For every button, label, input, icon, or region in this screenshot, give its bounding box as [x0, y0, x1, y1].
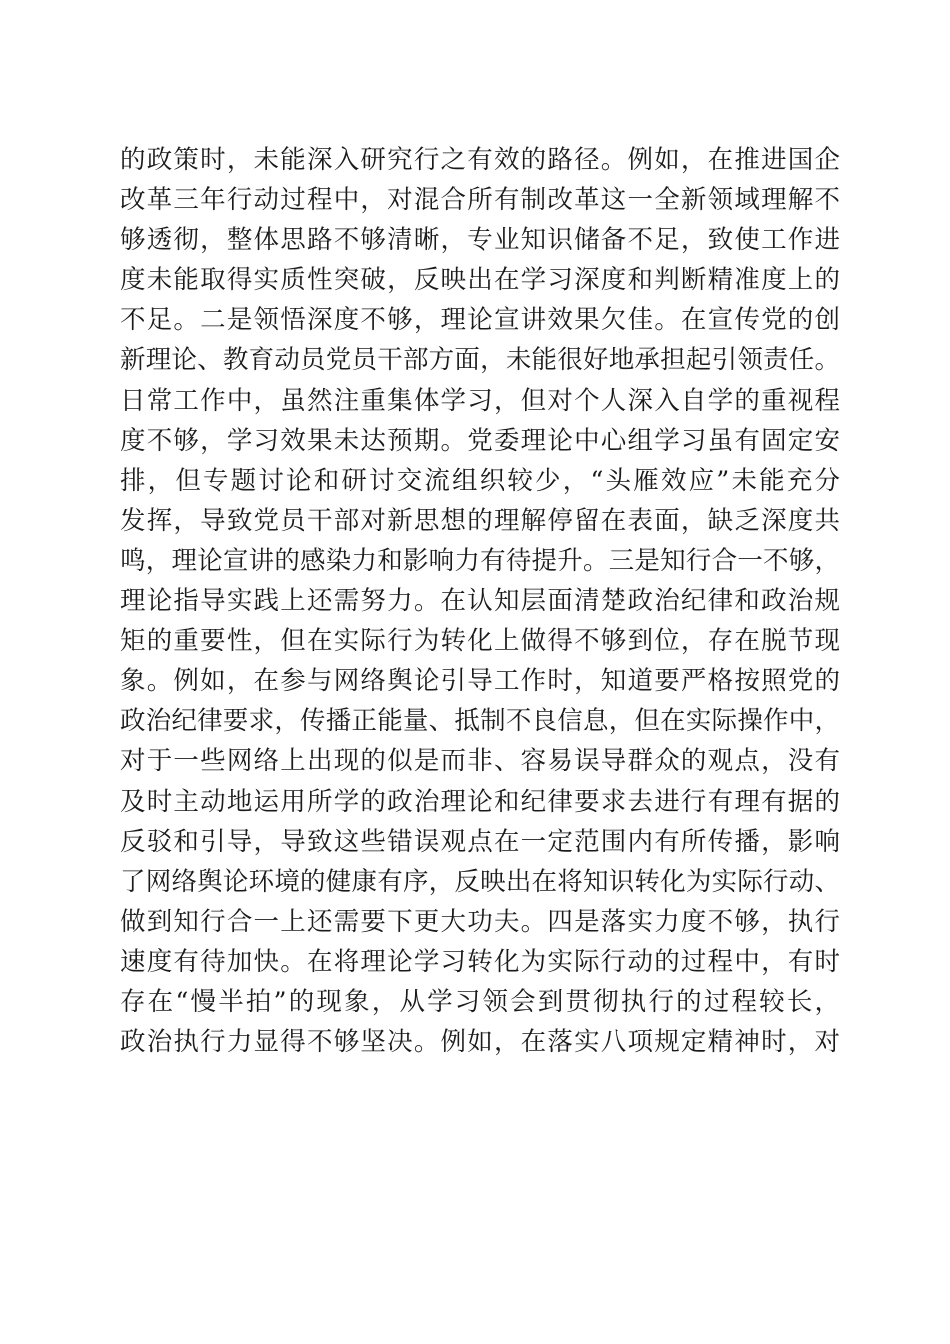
- text-line: 度不够，学习效果未达预期。党委理论中心组学习虽有固定安: [120, 425, 840, 456]
- text-line: 理论指导实践上还需努力。在认知层面清楚政治纪律和政治规: [120, 586, 840, 617]
- text-line: 对于一些网络上出现的似是而非、容易误导群众的观点，没有: [120, 746, 840, 777]
- text-line: 了网络舆论环境的健康有序，反映出在将知识转化为实际行动、: [120, 866, 840, 897]
- text-line: 速度有待加快。在将理论学习转化为实际行动的过程中，有时: [120, 946, 840, 977]
- text-line: 政治纪律要求，传播正能量、抵制不良信息，但在实际操作中，: [120, 706, 840, 737]
- text-line: 的政策时，未能深入研究行之有效的路径。例如，在推进国企: [120, 145, 840, 175]
- text-line: 做到知行合一上还需要下更大功夫。四是落实力度不够，执行: [120, 906, 840, 937]
- text-line: 象。例如，在参与网络舆论引导工作时，知道要严格按照党的: [120, 666, 840, 697]
- text-line: 新理论、教育动员党员干部方面，未能很好地承担起引领责任。: [120, 345, 840, 376]
- text-line: 不足。二是领悟深度不够，理论宣讲效果欠佳。在宣传党的创: [120, 305, 840, 336]
- text-line: 存在“慢半拍”的现象，从学习领会到贯彻执行的过程较长，: [120, 986, 840, 1017]
- text-line: 政治执行力显得不够坚决。例如，在落实八项规定精神时，对: [120, 1027, 840, 1058]
- text-line: 改革三年行动过程中，对混合所有制改革这一全新领域理解不: [120, 185, 840, 216]
- text-line: 度未能取得实质性突破，反映出在学习深度和判断精准度上的: [120, 265, 840, 296]
- text-line: 矩的重要性，但在实际行为转化上做得不够到位，存在脱节现: [120, 626, 840, 657]
- text-line: 及时主动地运用所学的政治理论和纪律要求去进行有理有据的: [120, 786, 840, 817]
- text-line: 反驳和引导，导致这些错误观点在一定范围内有所传播，影响: [120, 826, 840, 857]
- body-paragraph: [120, 140, 840, 1062]
- text-line: 发挥，导致党员干部对新思想的理解停留在表面，缺乏深度共: [120, 505, 840, 536]
- text-line: 排，但专题讨论和研讨交流组织较少，“头雁效应”未能充分: [120, 465, 840, 496]
- text-line: 够透彻，整体思路不够清晰，专业知识储备不足，致使工作进: [120, 225, 840, 256]
- text-line: 鸣，理论宣讲的感染力和影响力有待提升。三是知行合一不够，: [120, 545, 840, 576]
- text-line: 日常工作中，虽然注重集体学习，但对个人深入自学的重视程: [120, 385, 840, 416]
